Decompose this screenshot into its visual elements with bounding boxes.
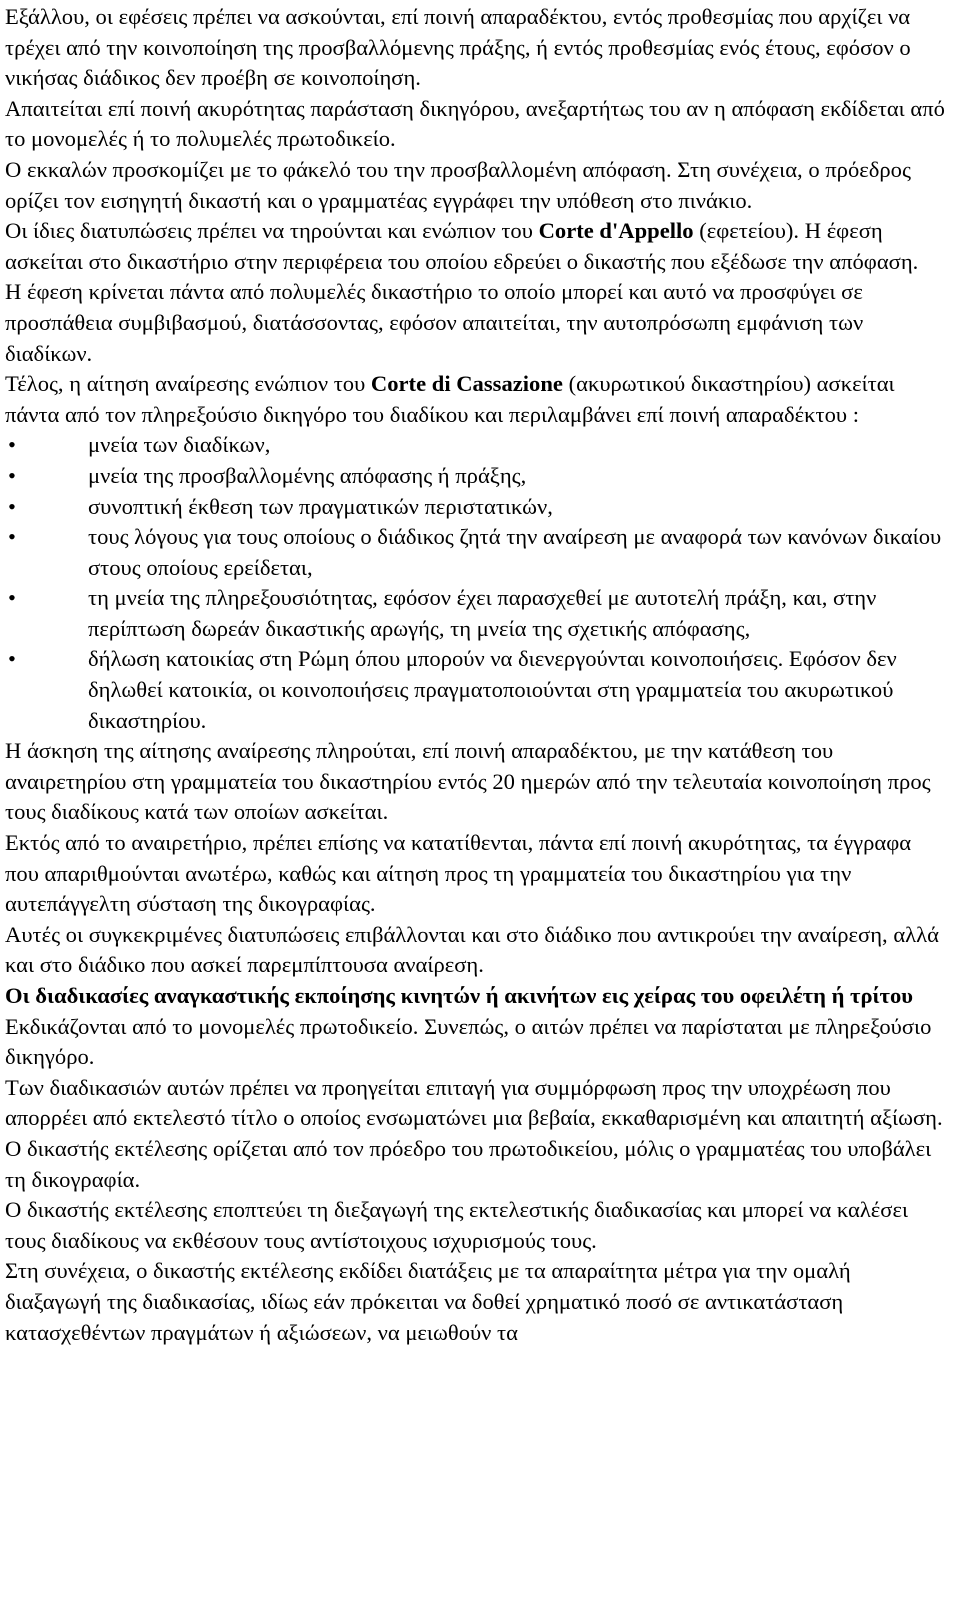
paragraph-enforcement-orders: Στη συνέχεια, ο δικαστής εκτέλεσης εκδίδει διατάξεις με τα απαραίτητα μέτρα για την ομαλή διαξαγωγή της διαδικασίας, ιδίως εάν πρόκειται να δοθεί χρηματικό ποσό σε αντικατάσταση κατασχεθέντων πραγμάτων ή αξιώσεων, να μειωθούν τα bbox=[5, 1258, 851, 1345]
bullet-icon: • bbox=[8, 646, 16, 672]
list-item bbox=[5, 644, 950, 736]
paragraph-lawyer-representation: Απαιτείται επί ποινή ακυρότητας παράσταση δικηγόρου, ανεξαρτήτως του αν η απόφαση εκδίδεται από το μονομελές ή το πολυμελές πρωτοδικείο. bbox=[5, 95, 945, 152]
paragraph-enforcement-judge-supervision: Ο δικαστής εκτέλεσης εποπτεύει τη διεξαγωγή της εκτελεστικής διαδικασίας και μπορεί να καλέσει τους διαδίκους να εκθέσουν τους αντίστοιχους ισχυρισμούς τους. bbox=[5, 1197, 909, 1253]
section-heading: Οι διαδικασίες αναγκαστικής εκποίησης κινητών ή ακινήτων εις χείρας του οφειλέτη ή τρίτου bbox=[5, 983, 913, 1008]
bullet-icon: • bbox=[8, 462, 16, 488]
paragraph-cassation-filing: Η άσκηση της αίτησης αναίρεσης πληρούται, επί ποινή απαραδέκτου, με την κατάθεση του αναιρετηρίου στη γραμματεία του δικαστηρίου εντός 20 ημερών από την τελευταία κοινοποίηση προς τους διαδίκους κατά των οποίων ασκείται. bbox=[5, 738, 931, 825]
bullet-icon: • bbox=[8, 493, 16, 519]
paragraph-text: (εφετείου). Η έφεση ασκείται στο δικαστήριο στην περιφέρεια του οποίου εδρεύει ο δικαστής που εξέδωσε την απόφαση. bbox=[5, 218, 919, 274]
court-name-corte-appello: Corte d'Appello bbox=[538, 218, 694, 244]
paragraph-corte-cassazione bbox=[5, 369, 950, 430]
list-item-text: συνοπτική έκθεση των πραγματικών περιστατικών, bbox=[88, 493, 553, 519]
paragraph-corte-appello bbox=[5, 216, 950, 277]
list-item-text: τους λόγους για τους οποίους ο διάδικος ζητά την αναίρεση με αναφορά των κανόνων δικαίου στους οποίους ερείδεται, bbox=[88, 524, 942, 580]
court-name-corte-cassazione: Corte di Cassazione bbox=[370, 371, 563, 397]
list-item bbox=[5, 583, 950, 644]
list-item bbox=[5, 430, 950, 461]
bullet-icon: • bbox=[8, 432, 16, 458]
paragraph-enforcement-judge-appointment: Ο δικαστής εκτέλεσης ορίζεται από τον πρόεδρο του πρωτοδικείου, μόλις ο γραμματέας του υποβάλει τη δικογραφία. bbox=[5, 1135, 932, 1192]
paragraph-text: Οι ίδιες διατυπώσεις πρέπει να τηρούνται και ενώπιον του bbox=[5, 218, 539, 244]
bullet-icon: • bbox=[8, 585, 16, 611]
list-item-text: δήλωση κατοικίας στη Ρώμη όπου μπορούν να διενεργούνται κοινοποιήσεις. Εφόσον δεν δηλωθεί κατοικία, οι κοινοποιήσεις πραγματοποιούνται στη γραμματεία του ακυρωτικού δικαστηρίου. bbox=[88, 646, 897, 733]
paragraph-appeal-deadlines: Εξάλλου, οι εφέσεις πρέπει να ασκούνται, επί ποινή απαραδέκτου, εντός προθεσμίας που αρχίζει να τρέχει από την κοινοποίηση της προσβαλλόμενης πράξης, ή εντός προθεσμίας ενός έτους, εφόσον ο νικήσας διάδικος δεν προέβη σε κοινοποίηση. bbox=[5, 4, 911, 91]
list-item-text: τη μνεία της πληρεξουσιότητας, εφόσον έχει παρασχεθεί με αυτοτελή πράξη, και, στην περίπτωση δωρεάν δικαστικής αρωγής, τη μνεία της σχετικής απόφασης, bbox=[88, 585, 877, 641]
paragraph-text: (ακυρωτικού δικαστηρίου) ασκείται πάντα από τον πληρεξούσιο δικηγόρο του διαδίκου και περιλαμβάνει επί ποινή απαραδέκτου : bbox=[5, 371, 895, 427]
cassation-requirements-list bbox=[5, 430, 950, 736]
paragraph-appeal-court: Η έφεση κρίνεται πάντα από πολυμελές δικαστήριο το οποίο μπορεί και αυτό να προσφύγει σε προσπάθεια συμβιβασμού, διατάσσοντας, εφόσον απαιτείται, την αυτοπρόσωπη εμφάνιση των διαδίκων. bbox=[5, 279, 864, 366]
list-item-text: μνεία των διαδίκων, bbox=[88, 432, 271, 458]
bullet-icon: • bbox=[8, 524, 16, 550]
list-item bbox=[5, 492, 950, 523]
list-item bbox=[5, 522, 950, 583]
paragraph-cassation-documents: Εκτός από το αναιρετήριο, πρέπει επίσης να κατατίθενται, πάντα επί ποινή ακυρότητας, τα έγγραφα που απαριθμούνται ανωτέρω, καθώς και αίτηση προς τη γραμματεία του δικαστηρίου για την αυτεπάγγελτη σύσταση της δικογραφίας. bbox=[5, 830, 912, 917]
paragraph-text: Τέλος, η αίτηση αναίρεσης ενώπιον του bbox=[5, 371, 371, 397]
paragraph-enforcement-order: Των διαδικασιών αυτών πρέπει να προηγείται επιταγή για συμμόρφωση προς την υποχρέωση που απορρέει από εκτελεστό τίτλο ο οποίος ενσωματώνει μια βεβαία, εκκαθαρισμένη και απαιτητή αξίωση. bbox=[5, 1074, 943, 1131]
paragraph-appellant-file: Ο εκκαλών προσκομίζει με το φάκελό του την προσβαλλομένη απόφαση. Στη συνέχεια, ο πρόεδρος ορίζει τον εισηγητή δικαστή και ο γραμματέας εγγράφει την υπόθεση στο πινάκιο. bbox=[5, 156, 911, 213]
paragraph-counter-appeal: Αυτές οι συγκεκριμένες διατυπώσεις επιβάλλονται και στο διάδικο που αντικρούει την αναίρεση, αλλά και στο διάδικο που ασκεί παρεμπίπτουσα αναίρεση. bbox=[5, 921, 939, 978]
paragraph-single-judge-court: Εκδικάζονται από το μονομελές πρωτοδικείο. Συνεπώς, ο αιτών πρέπει να παρίσταται με πληρεξούσιο δικηγόρο. bbox=[5, 1013, 932, 1070]
list-item-text: μνεία της προσβαλλομένης απόφασης ή πράξης, bbox=[88, 462, 527, 488]
list-item bbox=[5, 461, 950, 492]
